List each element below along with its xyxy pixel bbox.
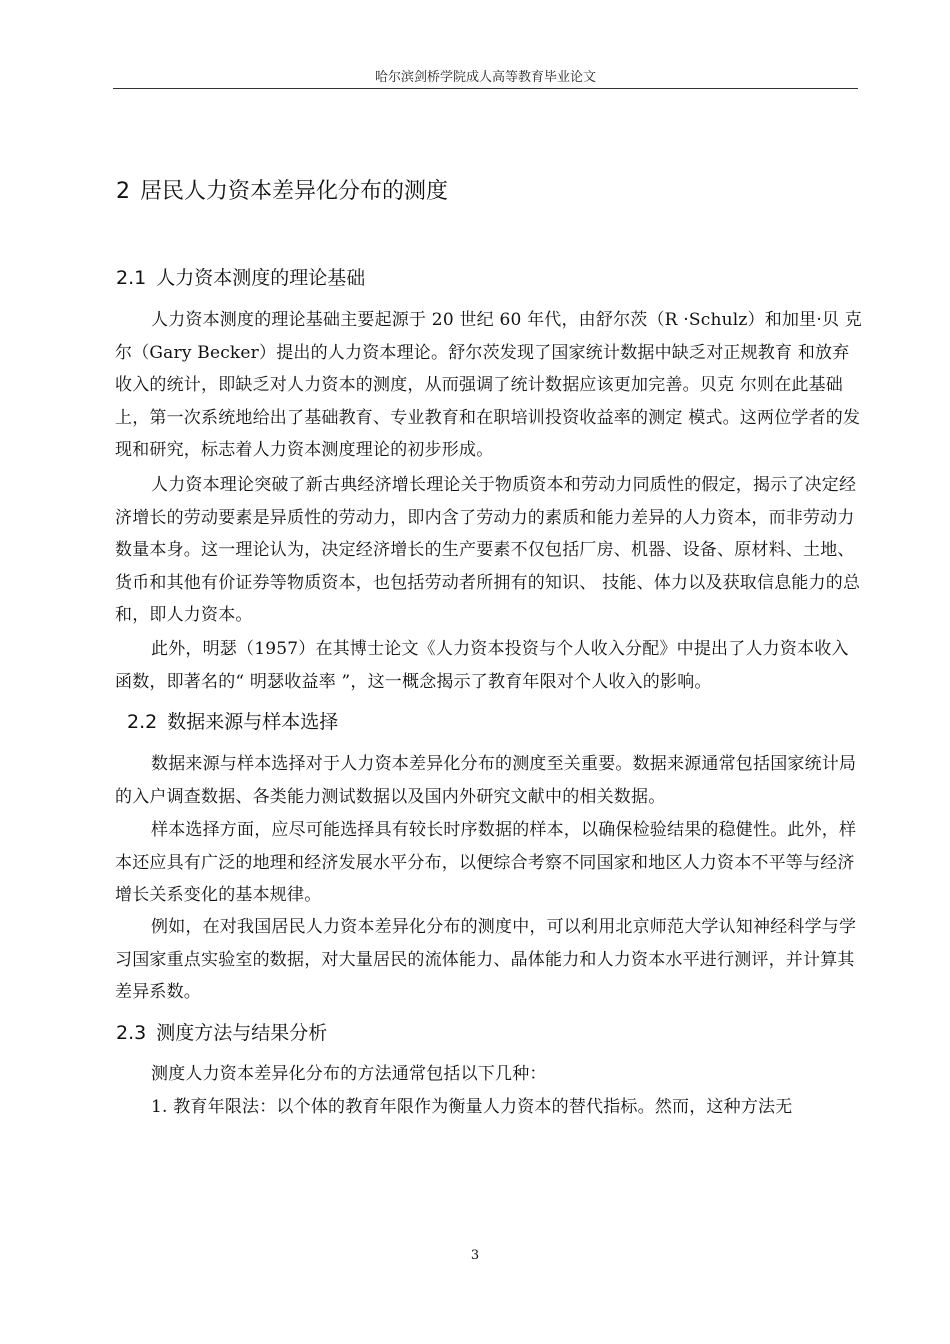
header-rule xyxy=(113,88,858,89)
chapter-title-text: 居民人力资本差异化分布的测度 xyxy=(140,179,449,204)
paragraph: 样本选择方面，应尽可能选择具有较长时序数据的样本，以确保检验结果的稳健性。此外，样本还应具有广泛的地理和经济发展水平分布，以便综合考察不同国家和地区人力资本不平等与经济增长关系变化的基本规律。 xyxy=(115,820,857,905)
paragraph: 数据来源与样本选择对于人力资本差异化分布的测度至关重要。数据来源通常包括国家统计局的入户调查数据、各类能力测试数据以及国内外研究文献中的相关数据。 xyxy=(115,754,857,807)
paragraph: 测度人力资本差异化分布的方法通常包括以下几种： xyxy=(151,1064,547,1084)
section-title: 数据来源与样本选择 xyxy=(167,711,339,733)
section-number: 2.2 xyxy=(127,711,158,733)
paragraph: 例如，在对我国居民人力资本差异化分布的测度中，可以利用北京师范大学认知神经科学与学习国家重点实验室的数据，对大量居民的流体能力、晶体能力和人力资本水平进行测评，并计算其差异系数。 xyxy=(115,917,857,1002)
section-heading-2-3 xyxy=(116,1018,327,1045)
section-title: 人力资本测度的理论基础 xyxy=(156,267,366,289)
section-heading-2-2 xyxy=(127,707,338,734)
paragraph: 人力资本理论突破了新古典经济增长理论关于物质资本和劳动力同质性的假定，揭示了决定经济增长的劳动要素是异质性的劳动力，即内含了劳动力的素质和能力差异的人力资本，而非劳动力数量本身。这一理论认为，决定经济增长的生产要素不仅包括厂房、机器、设备、原材料、土地、货币和其他有价证券等物质资本，也包括劳动者所拥有的知识、 技能、体力以及获取信息能力的总和，即人力资本。 xyxy=(115,475,861,625)
paragraph: 人力资本测度的理论基础主要起源于 20 世纪 60 年代，由舒尔茨（R ·Schulz）和加里·贝 克尔（Gary Becker）提出的人力资本理论。舒尔茨发现了国家统计数据中缺乏对正规教育 和放弃收入的统计，即缺乏对人力资本的测度，从而强调了统计数据应该更加完善。贝克 尔则在此基础上，第一次系统地给出了基础教育、专业教育和在职培训投资收益率的测定 模式。这两位学者的发现和研究，标志着人力资本测度理论的初步形成。 xyxy=(115,310,862,460)
section-title: 测度方法与结果分析 xyxy=(156,1022,328,1044)
page-number: 3 xyxy=(470,1248,480,1263)
chapter-title xyxy=(116,174,448,205)
section-heading-2-1 xyxy=(116,263,365,290)
section-number: 2.3 xyxy=(116,1022,147,1044)
paragraph: 此外，明瑟（1957）在其博士论文《人力资本投资与个人收入分配》中提出了人力资本收入函数，即著名的“ 明瑟收益率 ”，这一概念揭示了教育年限对个人收入的影响。 xyxy=(115,639,849,692)
chapter-number: 2 xyxy=(116,179,130,204)
page-header: 哈尔滨剑桥学院成人高等教育毕业论文 xyxy=(374,70,596,85)
paragraph: 1. 教育年限法：以个体的教育年限作为衡量人力资本的替代指标。然而，这种方法无 xyxy=(151,1097,793,1117)
section-number: 2.1 xyxy=(116,267,147,289)
